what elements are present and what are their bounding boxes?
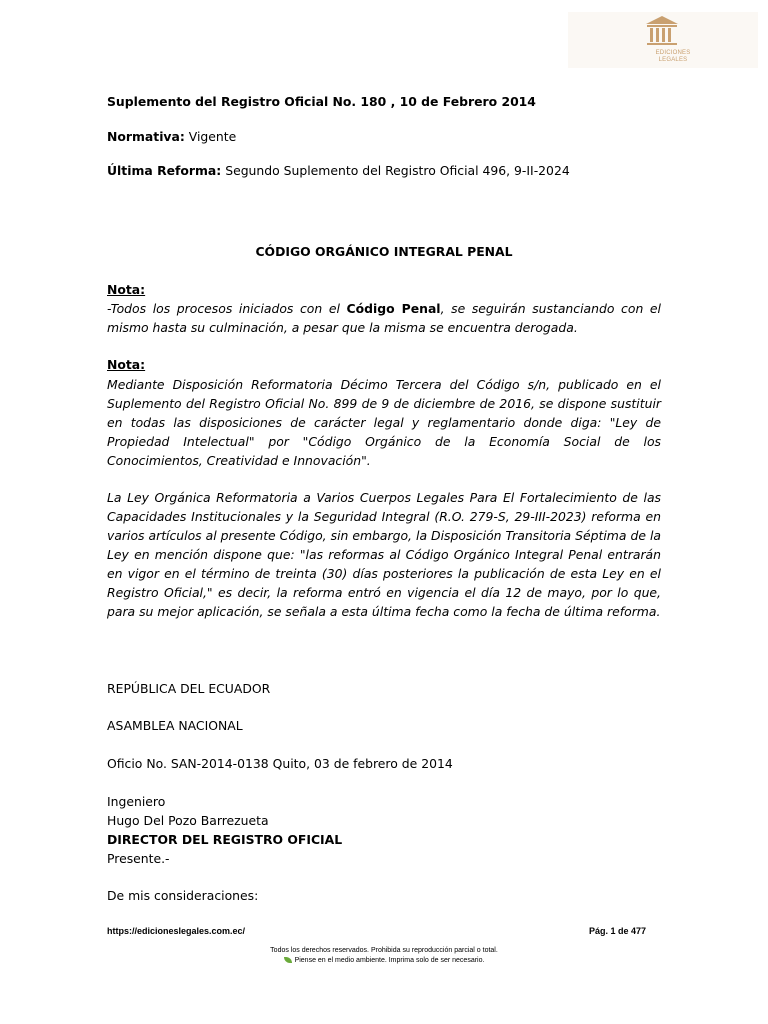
nota-2-heading: Nota:: [107, 357, 146, 372]
nota-1-text-after: , se seguirán sustanciando con el mismo hasta su culminación, a pesar que la misma se encuentra derogada.: [107, 301, 661, 335]
normativa-label: Normativa:: [107, 129, 185, 144]
reforma-line: [107, 161, 570, 180]
columns-temple-icon: [642, 14, 682, 50]
greeting-line: De mis consideraciones:: [107, 888, 259, 903]
footer-url-link[interactable]: https://edicioneslegales.com.ec/: [107, 926, 246, 936]
presente-line: Presente.-: [107, 851, 170, 866]
normativa-value: Vigente: [184, 129, 237, 144]
nota-1-text: [107, 299, 661, 337]
publisher-logo: [568, 12, 758, 68]
oficio-line: Oficio No. SAN-2014-0138 Quito, 03 de febrero de 2014: [107, 756, 453, 771]
recipient-name: Hugo Del Pozo Barrezueta: [107, 813, 269, 828]
logo-line-2: LEGALES: [658, 57, 688, 63]
reforma-label: Última Reforma:: [107, 163, 222, 178]
nota-1-text-before: -Todos los procesos iniciados con el: [107, 301, 347, 316]
nota-1-text-bold: Código Penal: [346, 301, 441, 316]
normativa-line: [107, 127, 236, 146]
leaf-icon: [284, 957, 292, 963]
footer-environment: Piense en el medio ambiente. Imprima solo de ser necesario.: [294, 957, 485, 964]
document-title: CÓDIGO ORGÁNICO INTEGRAL PENAL: [255, 244, 513, 259]
footer-environment-line: [0, 957, 768, 964]
nota-2-paragraph-1: Mediante Disposición Reformatoria Décimo Tercera del Código s/n, publicado en el Suplemento del Registro Oficial No. 899 de 9 de diciembre de 2016, se dispone sustituir en todas las disposiciones de carácter legal y reglamentario donde diga: "Ley de Propiedad Intelectual" por "Código Orgánico de la Economía Social de los Conocimientos, Creatividad e Innovación".: [107, 377, 661, 468]
supplement-heading: Suplemento del Registro Oficial No. 180 , 10 de Febrero 2014: [107, 94, 536, 109]
logo-line-1: EDICIONES: [655, 50, 691, 56]
page-number: Pág. 1 de 477: [588, 926, 646, 936]
logo-text: [652, 50, 694, 64]
nota-2-paragraph-2: La Ley Orgánica Reformatoria a Varios Cuerpos Legales Para El Fortalecimiento de las Capacidades Institucionales y la Seguridad Integral (R.O. 279-S, 29-III-2023) reforma en varios artículos al presente Código, sin embargo, la Disposición Transitoria Séptima de la Ley en mención dispone que: "las reformas al Código Orgánico Integral Penal entrarán en vigor en el término de treinta (30) días posteriores la publicación de esta Ley en el Registro Oficial," es decir, la reforma entró en vigencia el día 12 de mayo, por lo que, para su mejor aplicación, se señala a esta última fecha como la fecha de última reforma.: [107, 490, 661, 619]
nota-1-heading: Nota:: [107, 282, 146, 297]
footer-rights: Todos los derechos reservados. Prohibida su reproducción parcial o total.: [270, 947, 498, 954]
recipient-title: Ingeniero: [107, 794, 166, 809]
reforma-value: Segundo Suplemento del Registro Oficial 496, 9-II-2024: [221, 163, 570, 178]
recipient-role: DIRECTOR DEL REGISTRO OFICIAL: [107, 832, 343, 847]
republic-line: REPÚBLICA DEL ECUADOR: [107, 681, 271, 696]
assembly-line: ASAMBLEA NACIONAL: [107, 718, 243, 733]
